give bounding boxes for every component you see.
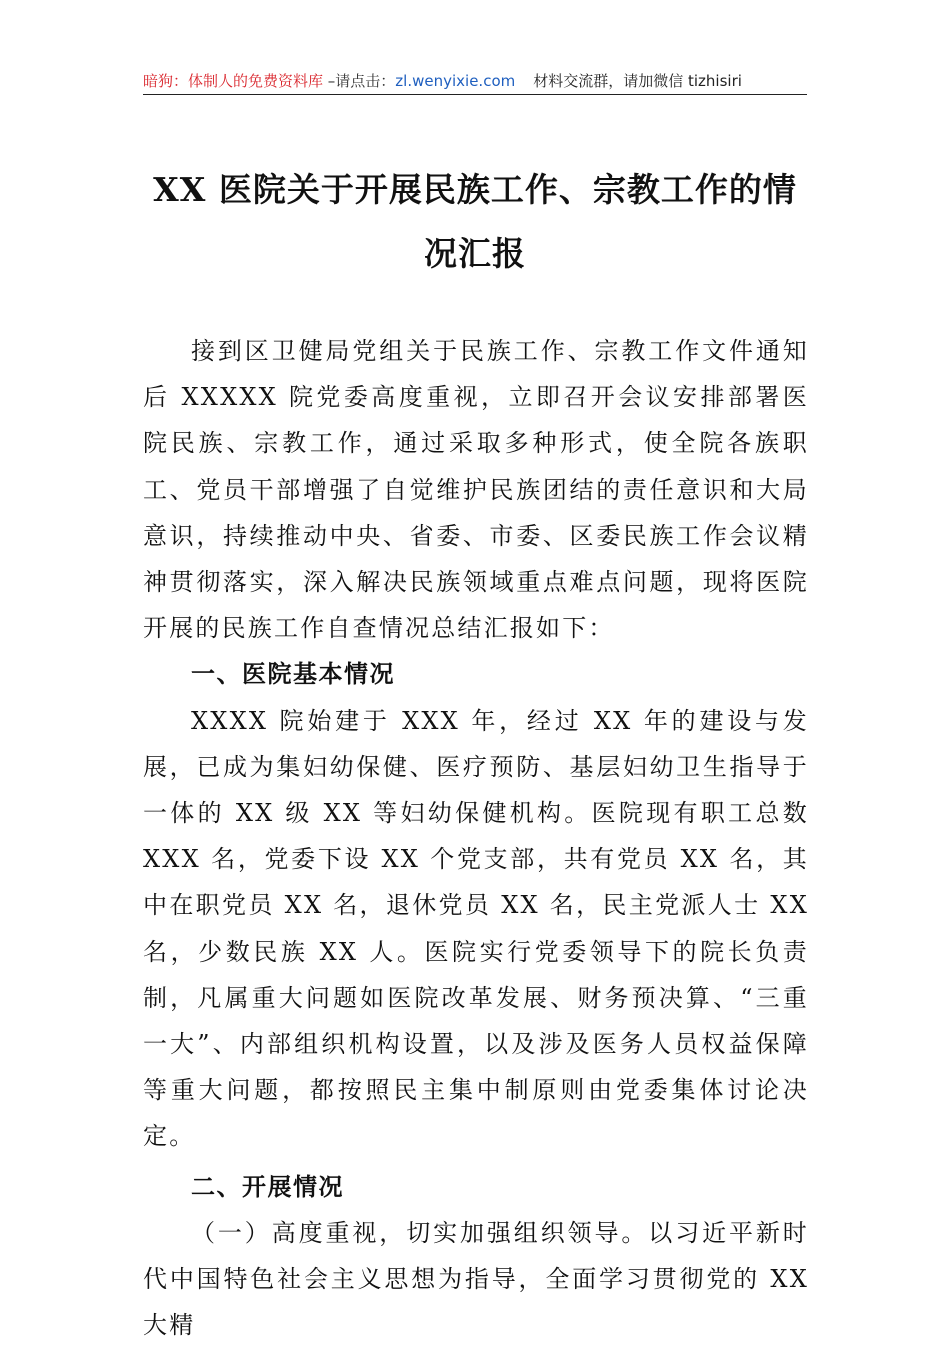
section-2-paragraph: （一）高度重视，切实加强组织领导。以习近平新时代中国特色社会主义思想为指导，全面学习贯彻党的 XX 大精 (143, 1218, 809, 1340)
section-2-heading: 二、开展情况 (191, 1172, 344, 1201)
document-body (143, 328, 809, 1348)
section-1-heading: 一、医院基本情况 (191, 660, 395, 689)
header-banner (143, 68, 807, 95)
header-link[interactable]: zl.wenyixie.com (395, 72, 516, 90)
intro-paragraph: 接到区卫健局党组关于民族工作、宗教工作文件通知后 XXXXX 院党委高度重视，立即召开会议安排部署医院民族、宗教工作，通过采取多种形式，使全院各族职工、党员干部增强了自觉维护民族团结的责任意识和大局意识，持续推动中央、省委、市委、区委民族工作会议精神贯彻落实，深入解决民族领域重点难点问题，现将医院开展的民族工作自查情况总结汇报如下： (143, 337, 809, 643)
section-1-paragraph: XXXX 院始建于 XXX 年，经过 XX 年的建设与发展，已成为集妇幼保健、医疗预防、基层妇幼卫生指导于一体的 XX 级 XX 等妇幼保健机构。医院现有职工总数 XXX 名，党委下设 XX 个党支部，共有党员 XX 名，其中在职党员 XX 名，退休党员 XX 名，民主党派人士 XX 名，少数民族 XX 人。医院实行党委领导下的院长负责制，凡属重大问题如医院改革发展、财务预决算、“三重一大”、内部组织机构设置，以及涉及医务人员权益保障等重大问题，都按照民主集中制原则由党委集体讨论决定。 (143, 706, 809, 1151)
header-promo-text: 暗狗：体制人的免费资料库 (143, 72, 324, 90)
header-group-text: 材料交流群，请加微信 tizhisiri (533, 72, 742, 90)
header-separator: –请点击： (323, 72, 396, 90)
document-title (130, 158, 820, 286)
document-title-line-2: 况汇报 (424, 234, 526, 273)
document-title-line-1: XX 医院关于开展民族工作、宗教工作的情 (153, 170, 797, 209)
